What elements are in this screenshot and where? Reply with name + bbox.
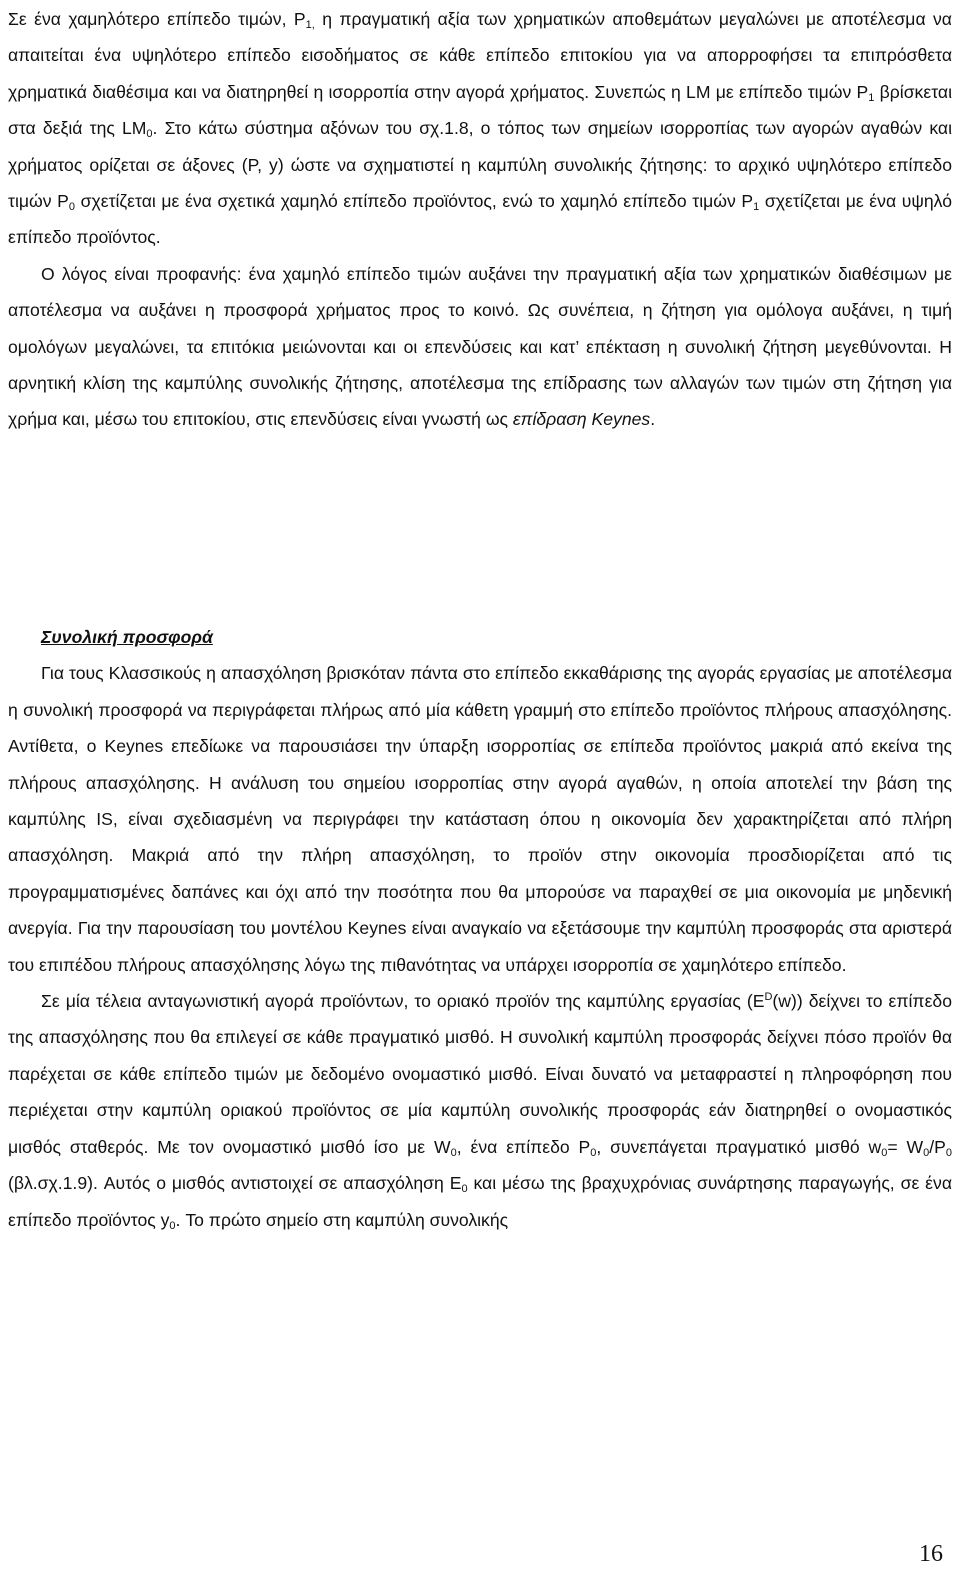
keynes-effect-term: επίδραση Keynes: [512, 409, 651, 430]
page-number: 16: [919, 1541, 943, 1567]
text-block-top: [8, 1, 952, 438]
paragraph-classical-vs-keynes: Για τους Κλασσικούς η απασχόληση βρισκόταν πάντα στο επίπεδο εκκαθάρισης της αγοράς εργασίας με αποτέλεσμα η συνολική προσφορά να περιγράφεται πλήρως από μία κάθετη γραμμή στο επίπεδο προϊόντος πλήρους απασχόλησης. Αντίθετα, ο Keynes επεδίωκε να παρουσιάσει την ύπαρξη ισορροπίας σε επίπεδα προϊόντος μακριά από εκείνα της πλήρους απασχόλησης. Η ανάλυση του σημείου ισορροπίας στην αγορά αγαθών, η οποία αποτελεί την βάση της καμπύλης IS, είναι σχεδιασμένη να περιγράφει την κατάσταση όπου η οικονομία δεν χαρακτηρίζεται από πλήρη απασχόληση. Μακριά από την πλήρη απασχόληση, το προϊόν στην οικονομία προσδιορίζεται από τις προγραμματισμένες δαπάνες και όχι από την ποσότητα που θα μπορούσε να παραχθεί σε μια οικονομία με μηδενική ανεργία. Για την παρουσίαση του μοντέλου Keynes είναι αναγκαίο να εξετάσουμε την καμπύλη προσφοράς στα αριστερά του επιπέδου πλήρους απασχόλησης λόγω της πιθανότητας να υπάρχει ισορροπία σε χαμηλότερο επίπεδο.: [8, 663, 952, 975]
paragraph-price-level-lm: Σε ένα χαμηλότερο επίπεδο τιμών, $P_{1,}$ η πραγματική αξία των χρηματικών αποθεμάτων μεγαλώνει με αποτέλεσμα να απαιτείται ένα υψηλότερο επίπεδο εισοδήματος σε κάθε επίπεδο επιτοκίου για να απορροφήσει τα επιπρόσθετα χρηματικά διαθέσιμα και να διατηρηθεί η ισορροπία στην αγορά χρήματος. Συνεπώς η LM με επίπεδο τιμών $P_1$ βρίσκεται στα δεξιά της $LM_0$. Στο κάτω σύστημα αξόνων του σχ.1.8, ο τόπος των σημείων ισορροπίας των αγορών αγαθών και χρήματος ορίζεται σε άξονες (P, y) ώστε να σχηματιστεί η καμπύλη συνολικής ζήτησης: το αρχικό υψηλότερο επίπεδο τιμών $P_0$ σχετίζεται με ένα σχετικά χαμηλό επίπεδο προϊόντος, ενώ το χαμηλό επίπεδο τιμών $P_1$ σχετίζεται με ένα υψηλό επίπεδο προϊόντος.: [8, 9, 952, 248]
paragraph-keynes-effect: Ο λόγος είναι προφανής: ένα χαμηλό επίπεδο τιμών αυξάνει την πραγματική αξία των χρηματικών διαθέσιμων με αποτέλεσμα να αυξάνει η προσφορά χρήματος προς το κοινό. Ως συνέπεια, η ζήτηση για ομόλογα αυξάνει, η τιμή ομολόγων μεγαλώνει, τα επιτόκια μειώνονται και οι επενδύσεις και κατ’ επέκταση η συνολική ζήτηση μεγεθύνονται. Η αρνητική κλίση της καμπύλης συνολικής ζήτησης, αποτέλεσμα της επίδρασης των αλλαγών των τιμών στη ζήτηση για χρήμα και, μέσω του επιτοκίου, στις επενδύσεις είναι γνωστή ως επίδραση Keynes.: [8, 263, 952, 430]
text-block-aggregate-supply: [8, 619, 952, 1238]
paragraph-labour-market: Σε μία τέλεια ανταγωνιστική αγορά προϊόντων, το οριακό προϊόν της καμπύλης εργασίας $(E^D(w))$ δείχνει το επίπεδο της απασχόλησης που θα επιλεγεί σε κάθε πραγματικό μισθό. Η συνολική καμπύλη προσφοράς δείχνει πόσο προϊόν θα παρέχεται σε κάθε επίπεδο τιμών με δεδομένο ονομαστικό μισθό. Είναι δυνατό να μεταφραστεί η πληροφόρηση που περιέχεται στην καμπύλη οριακού προϊόντος σε μία καμπύλη συνολικής προσφοράς εάν διατηρηθεί ο ονομαστικός μισθός σταθερός. Με τον ονομαστικό μισθό ίσο με $W_0$, ένα επίπεδο $P_0$, συνεπάγεται πραγματικό μισθό $w_0= W_0/P_0$ (βλ.σχ.1.9). Αυτός ο μισθός αντιστοιχεί σε απασχόληση $E_0$ και μέσω της βραχυχρόνιας συνάρτησης παραγωγής, σε ένα επίπεδο προϊόντος $y_0$. Το πρώτο σημείο στη καμπύλη συνολικής: [8, 991, 952, 1232]
section-heading: Συνολική προσφορά: [41, 627, 213, 647]
